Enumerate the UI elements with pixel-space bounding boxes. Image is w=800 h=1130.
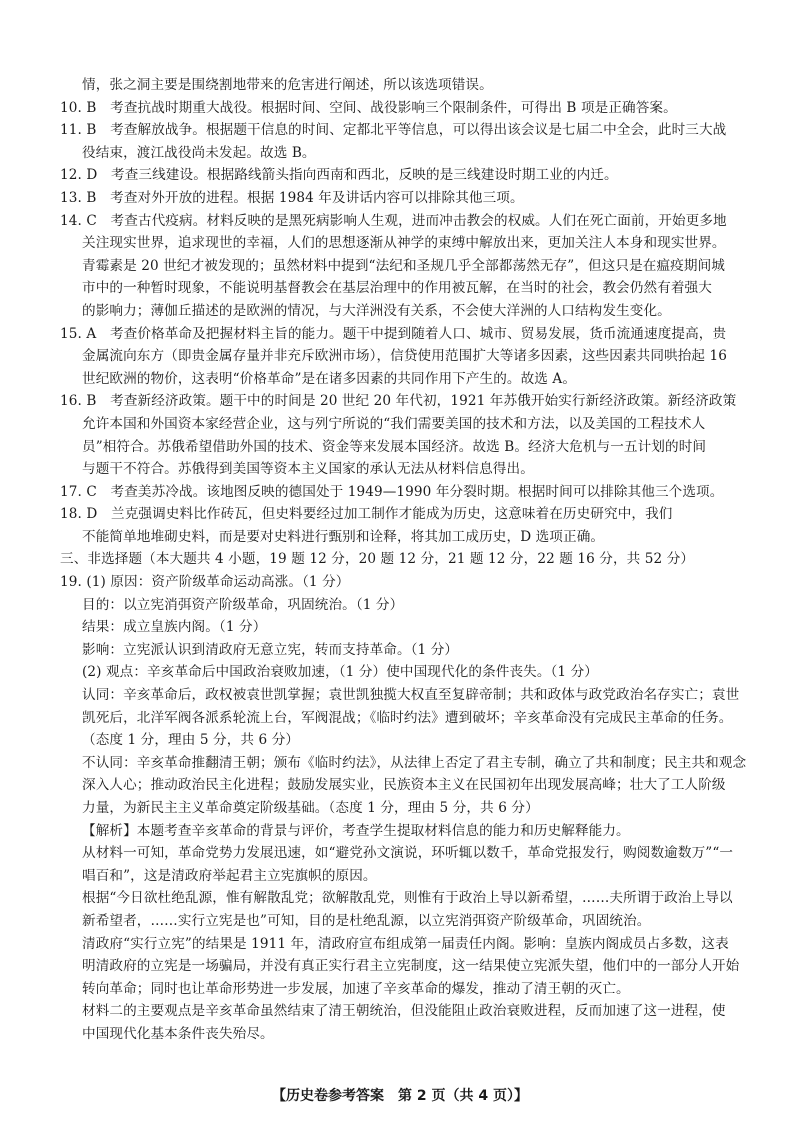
text-line: 【解析】本题考查辛亥革命的背景与评价，考查学生提取材料信息的能力和历史解释能力。 [82, 822, 630, 839]
text-line: 影响：立宪派认识到清政府无意立宪，转而支持革命。（1 分） [82, 641, 459, 658]
page-footer: 【历史卷参考答案 第 2 页（共 4 页）】 [272, 1088, 528, 1104]
text-line: 员”相符合。苏俄希望借助外国的技术、资金等来发展本国经济。故选 B。经济大危机与一五计划的时间 [82, 438, 707, 455]
text-line: 目的：以立宪消弭资产阶级革命，巩固统治。（1 分） [82, 596, 404, 613]
text-line: 青霉素是 20 世纪才被发现的；虽然材料中提到“法纪和圣规几乎全部都荡然无存”，但这只是在瘟疫期间城 [82, 257, 725, 274]
text-line: 17. C 考查美苏冷战。该地图反映的德国处于 1949—1990 年分裂时期。根据时间可以排除其他三个选项。 [60, 483, 724, 500]
text-line: 11. B 考查解放战争。根据题干信息的时间、定都北平等信息，可以得出该会议是七届二中全会，此时三大战 [60, 122, 727, 139]
text-line: 新希望者，……实行立宪是也”可知，目的是杜绝乱源，以立宪消弭资产阶级革命，巩固统治。 [82, 912, 651, 929]
text-line: 15. A 考查价格革命及把握材料主旨的能力。题干中提到随着人口、城市、贸易发展，货币流通速度提高，贵 [60, 325, 727, 342]
text-line: 清政府“实行立宪”的结果是 1911 年，清政府宣布组成第一届责任内阁。影响：皇族内阁成员占多数，这表 [82, 935, 729, 952]
text-line: 金属流向东方（即贵金属存量并非充斥欧洲市场），信贷使用范围扩大等诸多因素，这些因素共同哄抬起 16 [82, 348, 728, 365]
text-line: 根据“今日欲杜绝乱源，惟有解散乱党；欲解散乱党，则惟有于政治上导以新希望，……夫所谓于政治上导以 [82, 890, 733, 907]
text-line: 认同：辛亥革命后，政权被袁世凯掌握；袁世凯独揽大权直至复辟帝制；共和政体与政党政治名存实亡；袁世 [82, 687, 740, 704]
text-line: 转向革命；同时也让革命形势进一步发展，加速了辛亥革命的爆发，推动了清王朝的灭亡。 [82, 980, 630, 997]
text-line: 中国现代化基本条件丧失殆尽。 [82, 1025, 274, 1042]
text-line: 唱百和”，这是清政府举起君主立宪旗帜的原因。 [82, 867, 377, 884]
text-line: 深入人心；推动政治民主化进程；鼓励发展实业，民族资本主义在民国初年出现发展高峰；壮大了工人阶级 [82, 777, 726, 794]
text-line: (2) 观点：辛亥革命后中国政治衰败加速，（1 分）使中国现代化的条件丧失。（1 分） [82, 664, 598, 681]
answer-body [60, 74, 750, 1046]
text-line: 力量，为新民主主义革命奠定阶级基础。（态度 1 分，理由 5 分，共 6 分） [82, 800, 539, 816]
text-line: 19. (1) 原因：资产阶级革命运动高涨。（1 分） [60, 574, 350, 591]
text-line: 三、非选择题（本大题共 4 小题，19 题 12 分，20 题 12 分，21 题 12 分，22 题 16 分，共 52 分） [60, 551, 695, 568]
text-line: 凯死后，北洋军阀各派系轮流上台，军阀混战；《临时约法》遭到破坏；辛亥革命没有完成民主革命的任务。 [82, 709, 733, 726]
text-line: 世纪欧洲的物价，这表明“价格革命”是在诸多因素的共同作用下产生的。故选 A。 [82, 370, 577, 387]
text-line: 不能简单地堆砌史料，而是要对史料进行甄别和诠释，将其加工成历史，D 选项正确。 [82, 528, 605, 545]
text-line: 市中的一种暂时现象，不能说明基督教会在基层治理中的作用被瓦解，在当时的社会，教会仍然有着强大 [82, 280, 712, 297]
text-line: 役结束，渡江战役尚未发起。故选 B。 [82, 144, 316, 161]
text-line: 允许本国和外国资本家经营企业，这与列宁所说的“我们需要美国的技术和方法，以及美国的工程技术人 [82, 415, 706, 432]
text-line: 14. C 考查古代疫病。材料反映的是黑死病影响人生观，进而冲击教会的权威。人们在死亡面前，开始更多地 [60, 212, 727, 229]
text-line: 结果：成立皇族内阁。（1 分） [82, 619, 267, 636]
text-line: 16. B 考查新经济政策。题干中的时间是 20 世纪 20 年代初，1921 年苏俄开始实行新经济政策。新经济政策 [60, 393, 737, 410]
text-line: 10. B 考查抗战时期重大战役。根据时间、空间、战役影响三个限制条件，可得出 B 项是正确答案。 [60, 99, 677, 116]
text-line: 不认同：辛亥革命推翻清王朝；颁布《临时约法》，从法律上否定了君主专制，确立了共和制度；民主共和观念 [82, 754, 747, 771]
text-line: 18. D 兰克强调史料比作砖瓦，但史料要经过加工制作才能成为历史，这意味着在历史研究中，我们 [60, 506, 673, 523]
text-line: 从材料一可知，革命党势力发展迅速，如“避党孙文演说，环听辄以数千，革命党报发行，购阅数逾数万”“一 [82, 845, 734, 862]
text-line: 与题干不符合。苏俄得到美国等资本主义国家的承认无法从材料信息得出。 [82, 461, 534, 478]
text-line: 13. B 考查对外开放的进程。根据 1984 年及讲话内容可以排除其他三项。 [60, 189, 524, 206]
text-line: 的影响力；薄伽丘描述的是欧洲的情况，与大洋洲没有关系，不会使大洋洲的人口结构发生变化。 [82, 302, 671, 319]
text-line: （态度 1 分，理由 5 分，共 6 分） [82, 732, 300, 749]
text-line: 12. D 考查三线建设。根据路线箭头指向西南和西北，反映的是三线建设时期工业的内迁。 [60, 167, 618, 184]
text-line: 情，张之洞主要是围绕割地带来的危害进行阐述，所以该选项错误。 [82, 77, 493, 93]
text-line: 明清政府的立宪是一场骗局，并没有真正实行君主立宪制度，这一结果使立宪派失望，他们中的一部分人开始 [82, 958, 740, 975]
text-line: 材料二的主要观点是辛亥革命虽然结束了清王朝统治，但没能阻止政治衰败进程，反而加速了这一进程，使 [82, 1003, 726, 1020]
text-line: 关注现实世界，追求现世的幸福，人们的思想逐渐从神学的束缚中解放出来，更加关注人本身和现实世界。 [82, 235, 726, 252]
